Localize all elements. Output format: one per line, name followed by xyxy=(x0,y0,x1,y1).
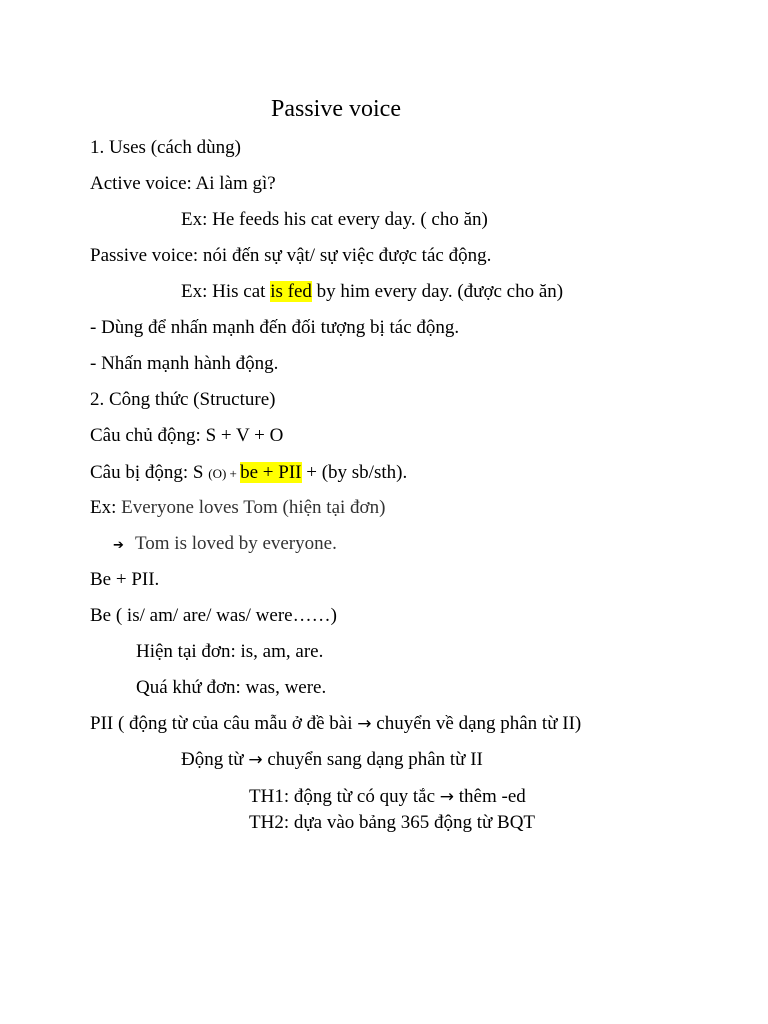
example-3-result-text: Tom is loved by everyone. xyxy=(135,533,337,554)
pii-line xyxy=(90,712,581,736)
example-3 xyxy=(90,496,385,520)
page-title: Passive voice xyxy=(271,96,401,122)
case-1-start: TH1: động từ có quy tắc xyxy=(249,786,440,807)
structure-heading: 2. Công thức (Structure) xyxy=(90,389,276,410)
arrow-right-icon: → xyxy=(357,714,372,734)
be-forms-line: Be ( is/ am/ are/ was/ were……) xyxy=(90,605,337,626)
passive-formula xyxy=(90,461,407,486)
highlight-is-fed: is fed xyxy=(270,281,312,302)
highlight-be-pii: be + PII xyxy=(240,462,302,483)
passive-voice-line: Passive voice: nói đến sự vật/ sự việc được tác động. xyxy=(90,245,492,266)
passive-formula-end: + (by sb/sth). xyxy=(301,462,408,483)
example-passive-end: by him every day. (được cho ăn) xyxy=(311,281,564,302)
uses-heading: 1. Uses (cách dùng) xyxy=(90,137,241,158)
pii-line-end: chuyển về dạng phân từ II) xyxy=(371,713,582,734)
example-3-sentence: Everyone loves Tom (hiện tại đơn) xyxy=(121,497,386,518)
verb-line xyxy=(181,748,483,772)
arrow-right-icon: → xyxy=(439,787,455,807)
past-simple-line: Quá khứ đơn: was, were. xyxy=(136,677,327,698)
passive-formula-start: Câu bị động: S xyxy=(90,462,209,483)
active-formula: Câu chủ động: S + V + O xyxy=(90,425,284,446)
case-1-end: thêm -ed xyxy=(454,786,526,807)
example-3-prefix: Ex: xyxy=(90,497,122,518)
example-active: Ex: He feeds his cat every day. ( cho ăn) xyxy=(181,209,488,230)
case-1-line xyxy=(249,785,526,809)
verb-line-start: Động từ xyxy=(181,749,249,770)
be-pii-line: Be + PII. xyxy=(90,569,160,590)
example-passive-start: Ex: His cat xyxy=(181,281,271,302)
pii-line-start: PII ( động từ của câu mẫu ở đề bài xyxy=(90,713,358,734)
emphasis-bullet-1: - Dùng để nhấn mạnh đến đối tượng bị tác động. xyxy=(90,317,460,338)
arrow-right-icon: → xyxy=(248,750,263,770)
passive-formula-object: (O) + xyxy=(208,466,241,481)
example-passive xyxy=(181,280,563,304)
example-3-result xyxy=(113,532,337,558)
arrow-bullet-icon: ➔ xyxy=(113,538,124,553)
active-voice-line: Active voice: Ai làm gì? xyxy=(90,173,276,194)
case-2-line: TH2: dựa vào bảng 365 động từ BQT xyxy=(249,812,536,833)
present-simple-line: Hiện tại đơn: is, am, are. xyxy=(136,641,324,662)
verb-line-end: chuyển sang dạng phân từ II xyxy=(262,749,483,770)
emphasis-bullet-2: - Nhấn mạnh hành động. xyxy=(90,353,279,374)
